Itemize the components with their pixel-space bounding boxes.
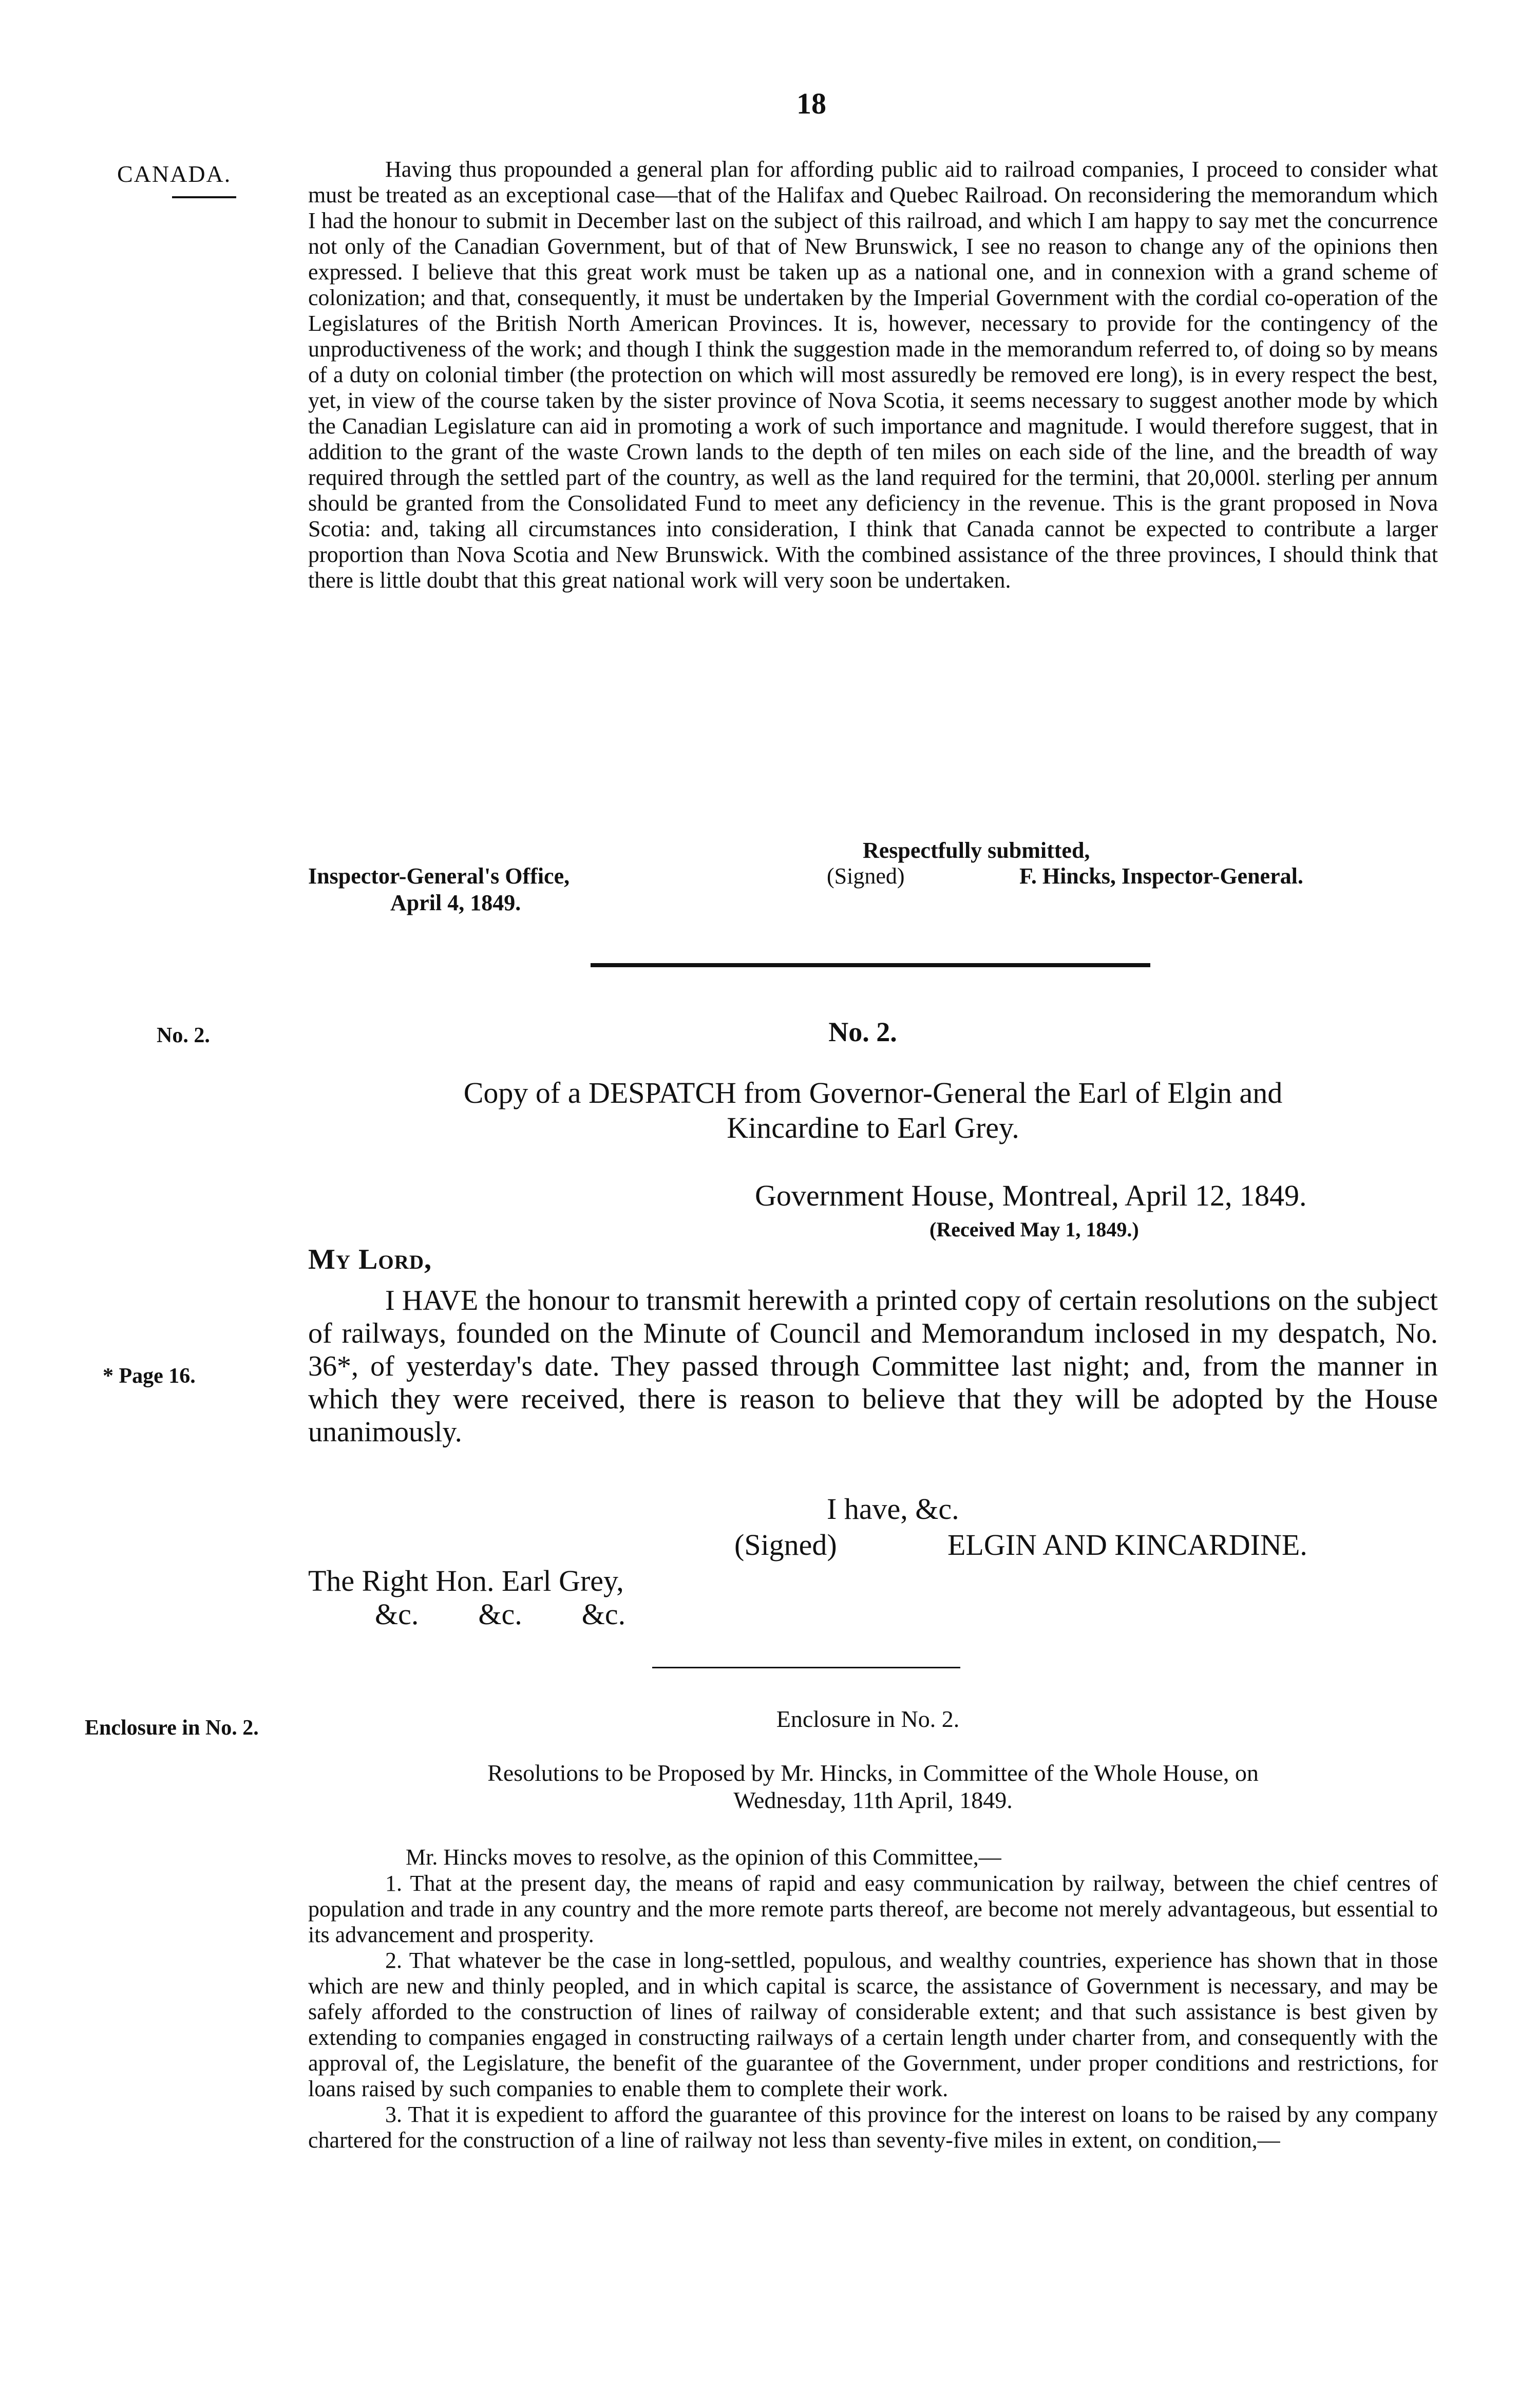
despatch-title-line1: Copy of a DESPATCH from Governor-General the Earl of Elgin and <box>463 1076 1283 1109</box>
resolution-item: 2. That whatever be the case in long-settled, populous, and wealthy countries, experience has shown that in those which are new and thinly peopled, and in which capital is scarce, the assistance of Government is necessary, and may be safely afforded to the construction of lines of railway of considerable extent; and that such assistance is best given by extending to companies engaged in constructing railways of a certain length under charter from, and consequently with the approval of, the Legislature, the benefit of the guarantee of the Government, under proper conditions and restrictions, for loans raised by such companies to enable them to complete their work. <box>308 1948 1438 2101</box>
margin-label-no2: No. 2. <box>157 1024 210 1047</box>
signed-label-2: (Signed) <box>734 1528 837 1562</box>
page-number: 18 <box>796 87 826 120</box>
resolution-item: 3. That it is expedient to afford the guarantee of this province for the interest on loans to be raised by any company chartered for the construction of a line of railway not less than seventy-five miles in extent, on condition,— <box>308 2102 1438 2153</box>
memorandum-date: April 4, 1849. <box>390 890 521 915</box>
received-date: (Received May 1, 1849.) <box>929 1218 1139 1241</box>
salutation: My Lord, <box>308 1244 432 1275</box>
margin-label-canada: CANADA. <box>117 161 232 187</box>
memorandum-paragraph: Having thus propounded a general plan for affording public aid to railroad companies, I proceed to consider what must be treated as an exceptional case—that of the Halifax and Quebec Railroad. On reconsidering the memorandum which I had the honour to submit in December last on the subject of this railroad, and which I am happy to say met the concurrence not only of the Canadian Government, but of that of New Brunswick, I see no reason to change any of the opinions then expressed. I believe that this great work must be taken up as a national one, and in connexion with a grand scheme of colonization; and that, consequently, it must be undertaken by the Imperial Government with the cordial co-operation of the Legislatures of the British North American Provinces. It is, however, necessary to provide for the contingency of the unproductiveness of the work; and though I think the suggestion made in the memorandum referred to, of doing so by means of a duty on colonial timber (the protection on which will most assuredly be removed ere long), is in every respect the best, yet, in view of the course taken by the sister province of Nova Scotia, it seems necessary to suggest another mode by which the Canadian Legislature can aid in promoting a work of such importance and magnitude. I would therefore suggest, that in addition to the grant of the waste Crown lands to the depth of ten miles on each side of the line, and the breadth of way required through the settled part of the country, as well as the land required for the termini, that 20,000l. sterling per annum should be granted from the Consolidated Fund to meet any deficiency in the revenue. This is the grant proposed in Nova Scotia: and, taking all circumstances into consideration, I think that Canada cannot be expected to contribute a larger proportion than Nova Scotia and New Brunswick. With the combined assistance of the three provinces, I should think that there is little doubt that this great national work will very soon be undertaken. <box>308 157 1438 593</box>
margin-label-enclosure: Enclosure in No. 2. <box>85 1716 259 1740</box>
signatory-hincks: F. Hincks, Inspector-General. <box>1019 863 1303 889</box>
section-divider <box>591 963 1150 967</box>
closing-have: I have, &c. <box>827 1492 959 1526</box>
signed-label-1: (Signed) <box>827 863 905 889</box>
resolution-item: 1. That at the present day, the means of rapid and easy communication by railway, between the chief centres of population and trade in any country and the more remote parts thereof, are become not merely advantageous, but essential to its advancement and prosperity. <box>308 1871 1438 1947</box>
addressee-etc: &c. &c. &c. <box>375 1597 626 1631</box>
despatch-body: I HAVE the honour to transmit herewith a printed copy of certain resolutions on the subject of railways, founded on the Minute of Council and Memorandum inclosed in my despatch, No. 36*, of yesterday's date. They passed through Committee last night; and, from the manner in which they were received, there is reason to believe that they will be adopted by the House unanimously. <box>308 1285 1438 1448</box>
short-divider <box>652 1667 960 1668</box>
enclosure-heading: Enclosure in No. 2. <box>776 1706 960 1732</box>
margin-page-ref: * Page 16. <box>103 1364 196 1388</box>
resolutions-list <box>308 1871 1438 2153</box>
resolutions-title-line2: Wednesday, 11th April, 1849. <box>733 1787 1013 1813</box>
resolutions-title-line1: Resolutions to be Proposed by Mr. Hincks, in Committee of the Whole House, on <box>487 1760 1259 1786</box>
despatch-title-line2: Kincardine to Earl Grey. <box>727 1111 1019 1144</box>
addressee: The Right Hon. Earl Grey, <box>308 1564 624 1597</box>
resolutions-intro: Mr. Hincks moves to resolve, as the opinion of this Committee,— <box>406 1845 1001 1870</box>
despatch-number: No. 2. <box>828 1017 897 1047</box>
place-date: Government House, Montreal, April 12, 1849. <box>755 1179 1307 1212</box>
signatory-elgin: ELGIN AND KINCARDINE. <box>947 1528 1307 1562</box>
margin-rule <box>172 196 236 198</box>
office-line: Inspector-General's Office, <box>308 863 570 889</box>
closing-respectfully: Respectfully submitted, <box>863 838 1090 863</box>
memorandum-text <box>308 157 1438 593</box>
